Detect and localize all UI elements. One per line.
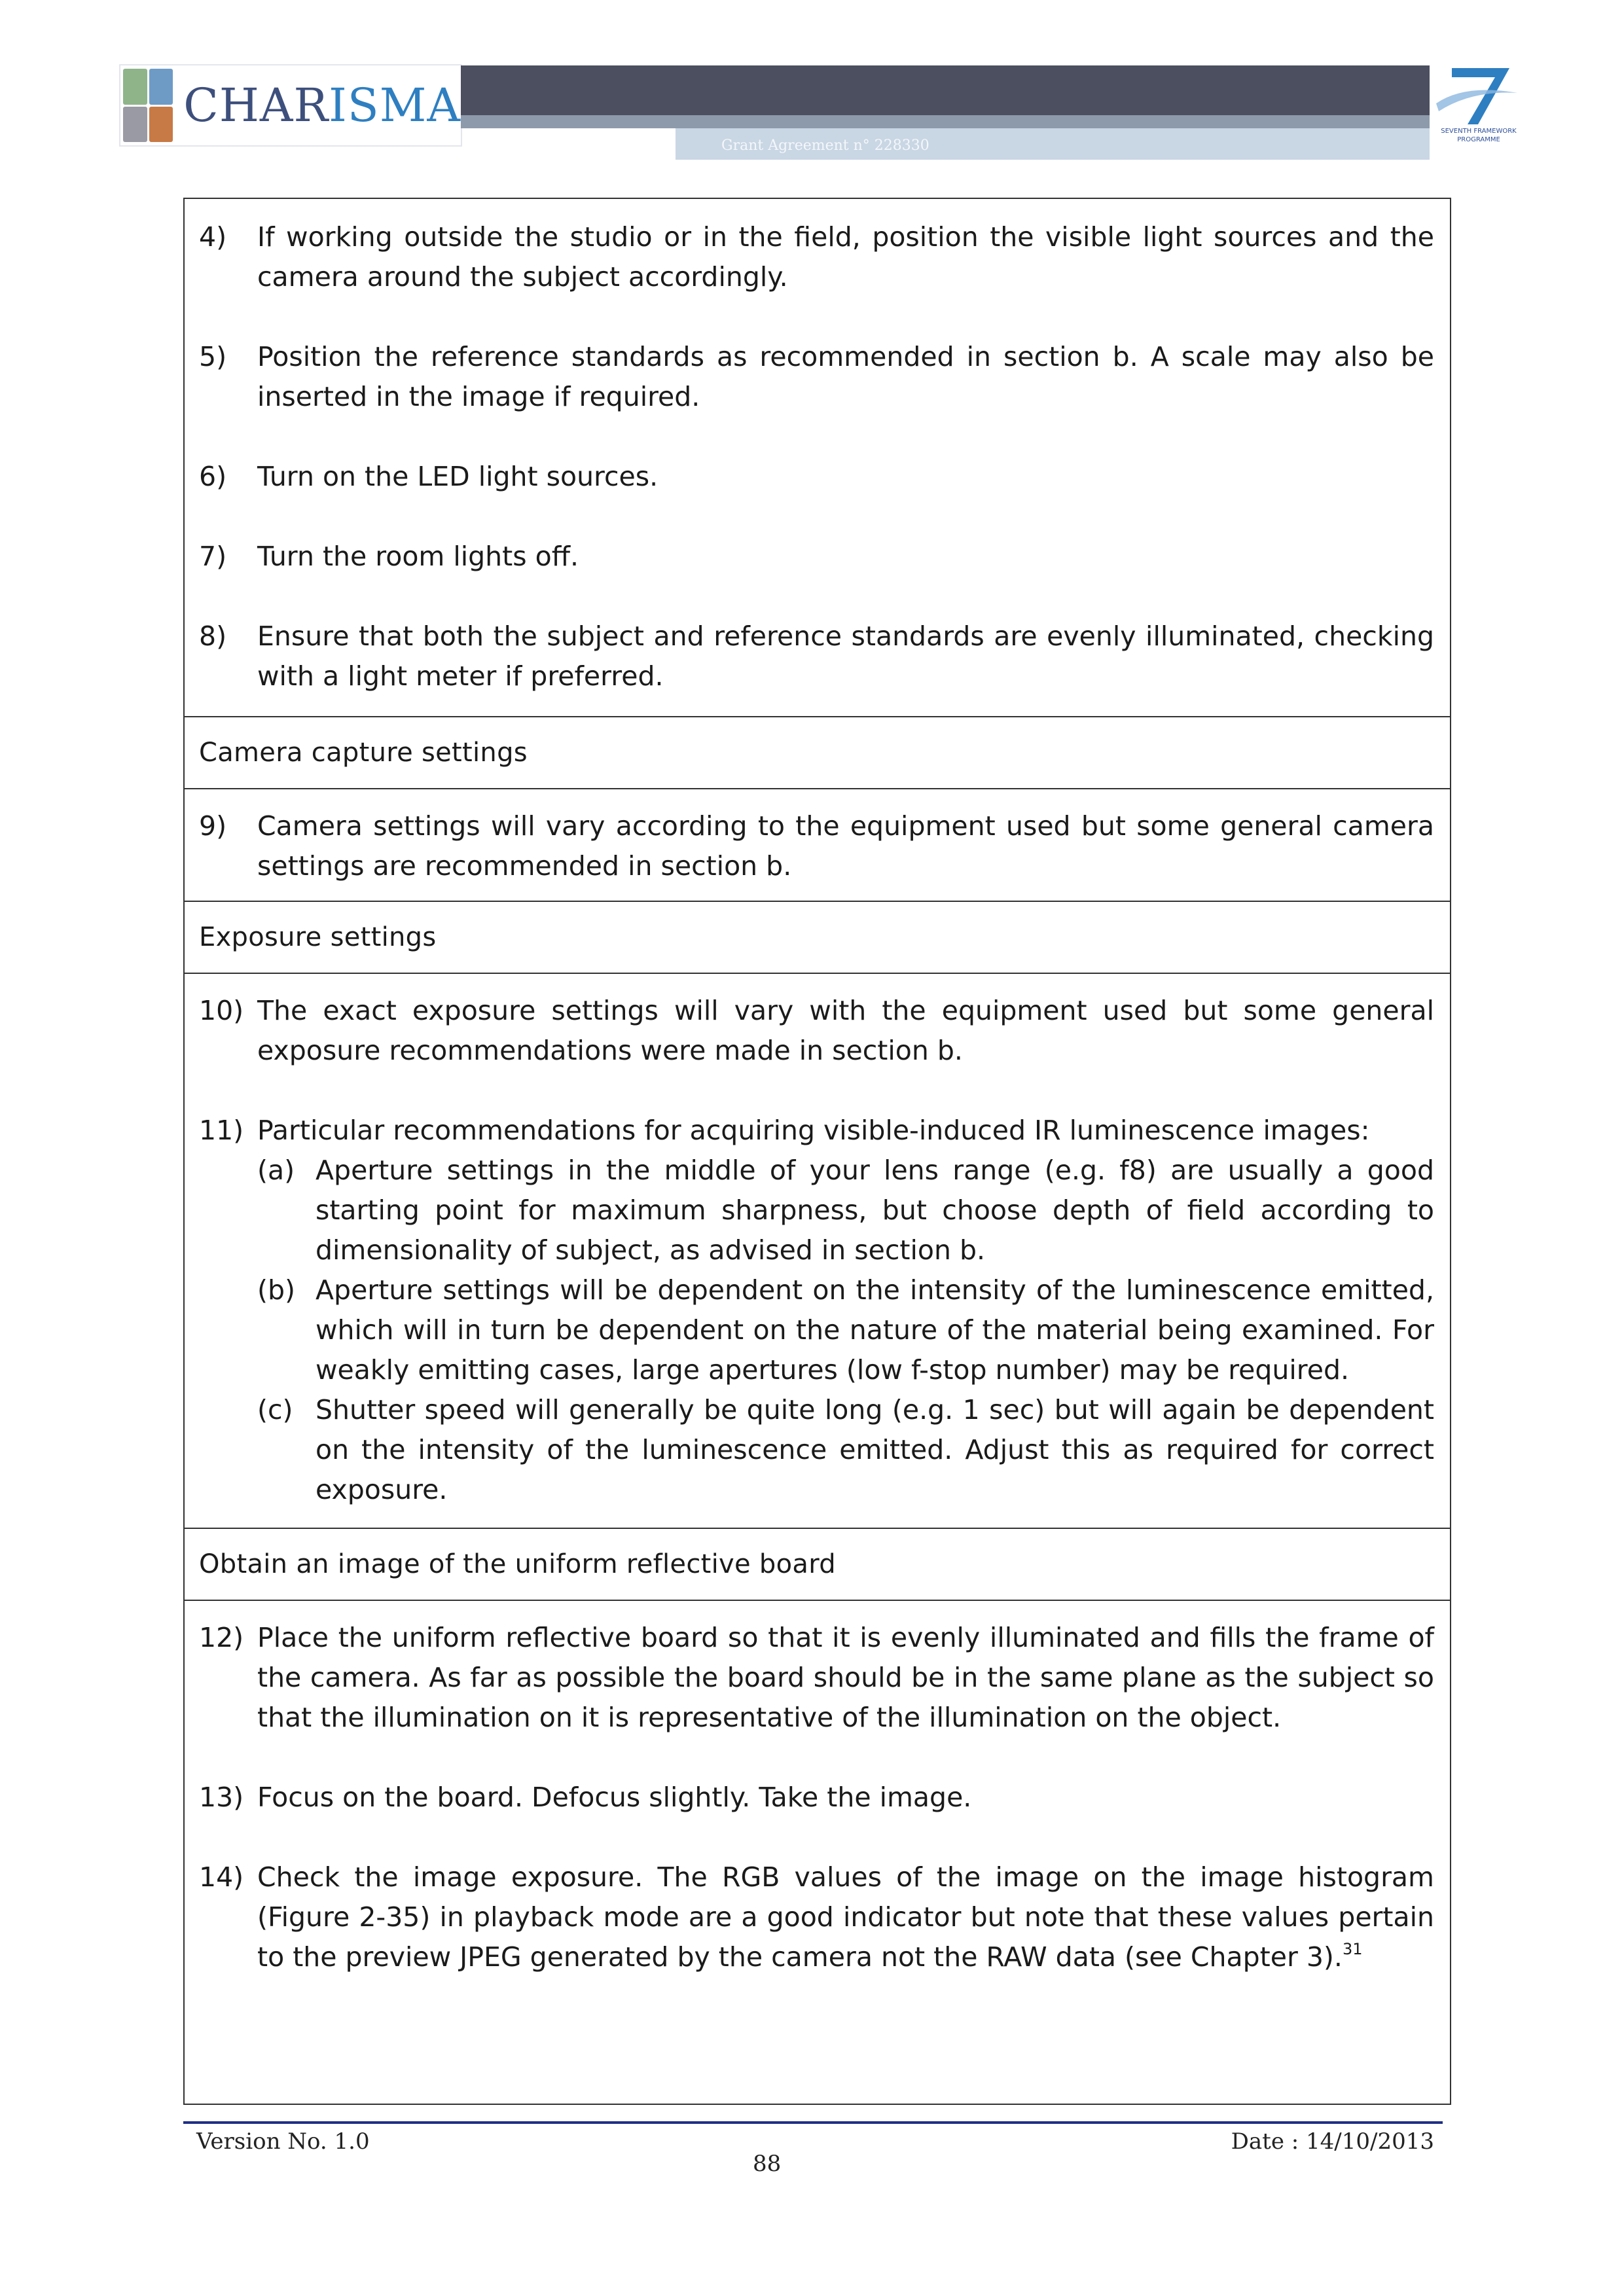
page-number: 88 xyxy=(753,2151,782,2177)
step-text: Position the reference standards as recommended in section b. A scale may also be inserted in the image if required. xyxy=(257,341,1434,412)
step-number: 4) xyxy=(199,221,227,253)
sub-step-item xyxy=(257,1270,1434,1390)
step-text: The exact exposure settings will vary with the equipment used but some general exposure recommendations were made in section b. xyxy=(257,995,1434,1066)
step-text: Turn on the LED light sources. xyxy=(257,461,659,492)
step-number: 14) xyxy=(199,1861,244,1893)
steps-section-exposure xyxy=(185,974,1450,1529)
step-item xyxy=(199,337,1434,417)
sub-step-letter: (c) xyxy=(257,1394,293,1426)
step-number: 5) xyxy=(199,341,227,372)
sub-step-item xyxy=(257,1390,1434,1510)
step-number: 7) xyxy=(199,541,227,572)
sub-step-text: Aperture settings will be dependent on the intensity of the luminescence emitted, which will in turn be dependent on the nature of the material being examined. For weakly emitting cases, large apertures (low f-stop number) may be required. xyxy=(316,1274,1434,1386)
fp7-seven-icon xyxy=(1432,64,1525,127)
step-text: Ensure that both the subject and reference standards are evenly illuminated, checking with a light meter if preferred. xyxy=(257,620,1434,692)
heading-text: Obtain an image of the uniform reflective board xyxy=(199,1549,836,1579)
sub-step-item xyxy=(257,1151,1434,1270)
step-number: 11) xyxy=(199,1115,244,1146)
step-item xyxy=(199,1778,1434,1818)
step-body xyxy=(257,806,1434,886)
sub-step-letter: (a) xyxy=(257,1155,295,1186)
step-number: 12) xyxy=(199,1622,244,1653)
step-number: 6) xyxy=(199,461,227,492)
section-heading-board xyxy=(185,1529,1450,1601)
step-number: 10) xyxy=(199,995,244,1026)
step-item xyxy=(199,1111,1434,1510)
steps-section-camera xyxy=(185,789,1450,902)
step-body xyxy=(257,1111,1434,1510)
step-body xyxy=(257,617,1434,696)
logo-wordmark: CHARISMA xyxy=(183,79,461,132)
step-number: 9) xyxy=(199,810,227,842)
step-body xyxy=(257,457,1434,497)
step-text: Turn the room lights off. xyxy=(257,541,579,572)
step-item xyxy=(199,217,1434,297)
page-header xyxy=(0,0,1624,170)
step-list xyxy=(199,806,1434,886)
step-text: If working outside the studio or in the field, position the visible light sources and the camera around the subject accordingly. xyxy=(257,221,1434,293)
step-text: Camera settings will vary according to the equipment used but some general camera settings are recommended in section b. xyxy=(257,810,1434,882)
charisma-logo xyxy=(119,64,462,147)
step-body xyxy=(257,1618,1434,1738)
section-heading-camera xyxy=(185,717,1450,789)
step-item xyxy=(199,537,1434,577)
step-text: Particular recommendations for acquiring visible-induced IR luminescence images: xyxy=(257,1115,1370,1146)
step-text: Focus on the board. Defocus slightly. Take the image. xyxy=(257,1782,972,1813)
header-banner-mid xyxy=(461,115,1430,128)
step-number: 13) xyxy=(199,1782,244,1813)
fp7-caption: SEVENTH FRAMEWORK PROGRAMME xyxy=(1441,128,1517,143)
sub-step-letter: (b) xyxy=(257,1274,296,1306)
heading-text: Exposure settings xyxy=(199,922,437,952)
steps-section-setup xyxy=(185,199,1450,717)
header-banner-dark xyxy=(461,65,1430,115)
footnote-marker: 31 xyxy=(1342,1940,1363,1958)
step-body xyxy=(257,337,1434,417)
version-number: Version No. 1.0 xyxy=(196,2128,370,2155)
step-body xyxy=(257,991,1434,1071)
step-text: Place the uniform reflective board so that it is evenly illuminated and fills the frame of the camera. As far as possible the board should be in the same plane as the subject so that the illumination on it is representative of the illumination on the object. xyxy=(257,1622,1434,1733)
steps-section-board xyxy=(185,1601,1450,2106)
step-text: Check the image exposure. The RGB values of the image on the image histogram (Figure 2-35) in playback mode are a good indicator but note that these values pertain to the preview JPEG generated by the camera not the RAW data (see Chapter 3). xyxy=(257,1861,1434,1973)
step-list xyxy=(199,1618,1434,1977)
section-heading-exposure xyxy=(185,902,1450,974)
step-item xyxy=(199,457,1434,497)
procedure-table xyxy=(183,198,1451,2105)
logo-mosaic-icon xyxy=(123,69,173,142)
step-list xyxy=(199,991,1434,1510)
step-item xyxy=(199,1857,1434,1977)
sub-step-text: Aperture settings in the middle of your lens range (e.g. f8) are usually a good starting point for maximum sharpness, but choose depth of field according to dimensionality of subject, as advised in section b. xyxy=(316,1155,1434,1266)
footer-rule xyxy=(183,2121,1443,2124)
heading-text: Camera capture settings xyxy=(199,738,528,768)
step-body xyxy=(257,1778,1434,1818)
fp7-logo xyxy=(1432,64,1525,162)
step-body xyxy=(257,217,1434,297)
step-number: 8) xyxy=(199,620,227,652)
step-body xyxy=(257,1857,1434,1977)
step-item xyxy=(199,1618,1434,1738)
document-date: Date : 14/10/2013 xyxy=(1231,2128,1434,2155)
step-item xyxy=(199,806,1434,886)
grant-agreement-text: Grant Agreement n° 228330 xyxy=(721,137,929,154)
step-body xyxy=(257,537,1434,577)
step-list xyxy=(199,217,1434,696)
step-item xyxy=(199,617,1434,696)
sub-step-text: Shutter speed will generally be quite long (e.g. 1 sec) but will again be dependent on the intensity of the luminescence emitted. Adjust this as required for correct exposure. xyxy=(316,1394,1434,1505)
step-item xyxy=(199,991,1434,1071)
